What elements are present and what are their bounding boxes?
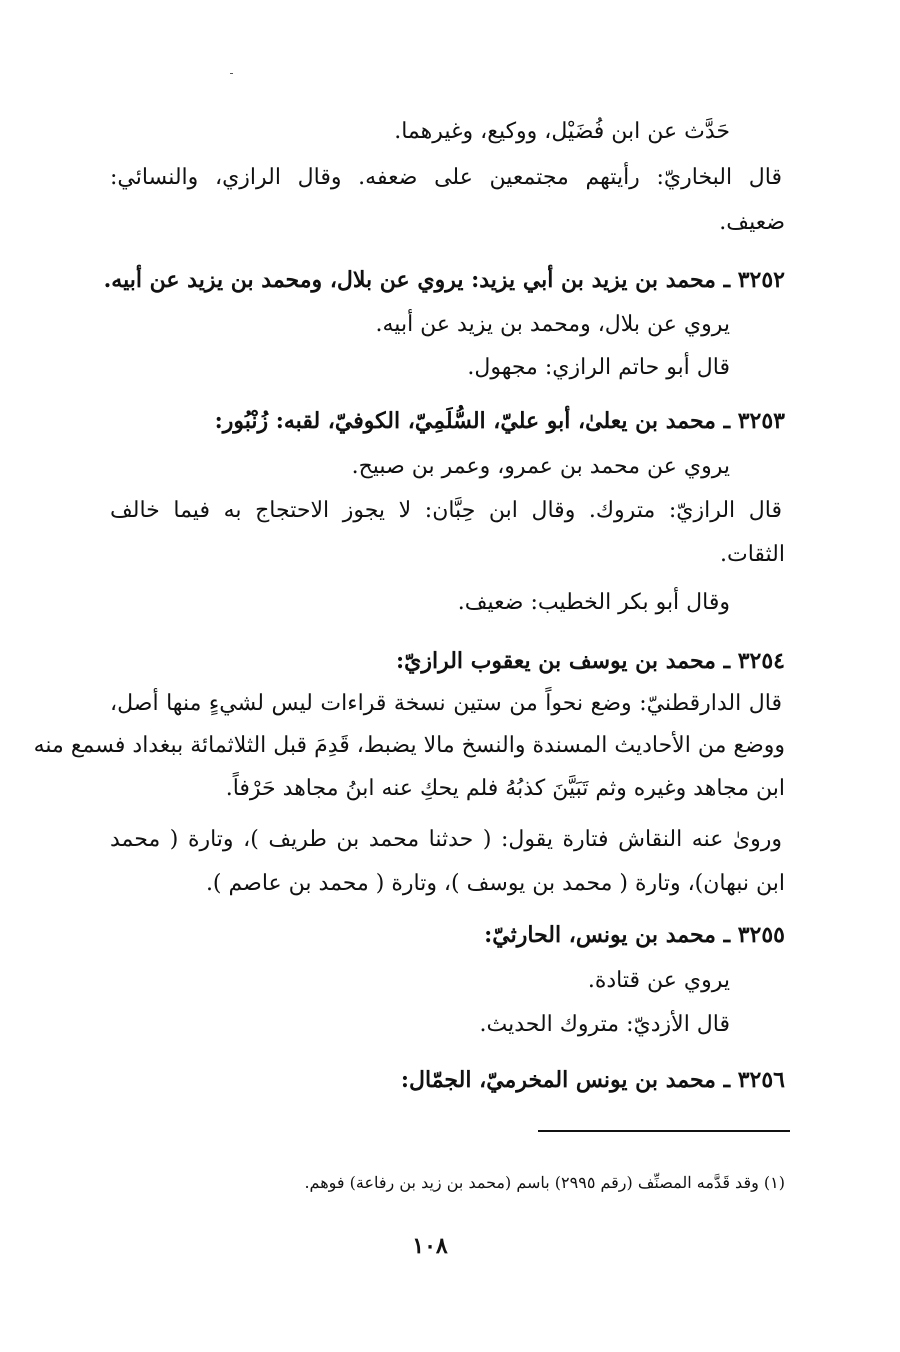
text-line: يروي عن محمد بن عمرو، وعمر بن صبيح. <box>351 454 730 479</box>
entry-heading-3255: ٣٢٥٥ ـ محمد بن يونس، الحارثيّ: <box>484 922 785 948</box>
text-line: ابن نبهان)، وتارة ( محمد بن يوسف )، وتارة ( محمد بن عاصم ). <box>205 871 785 896</box>
text-line: الثقات. <box>720 542 785 567</box>
text-line: حَدَّث عن ابن فُضَيْل، ووكيع، وغيرهما. <box>394 119 730 144</box>
entry-heading-3252: ٣٢٥٢ ـ محمد بن يزيد بن أبي يزيد: يروي عن بلال، ومحمد بن يزيد عن أبيه. <box>103 267 785 293</box>
text-line: قال أبو حاتم الرازي: مجهول. <box>467 355 730 380</box>
text-line: ابن مجاهد وغيره وثم تَبَيَّنَ كذبُهُ فلم يحكِ عنه ابنُ مجاهد حَرْفاً. <box>225 776 785 801</box>
page-number: ١٠٨ <box>412 1233 448 1259</box>
text-line: قال الدارقطنيّ: وضع نحواً من ستين نسخة قراءات ليس لشيءٍ منها أصل، <box>110 691 782 716</box>
text-line: يروي عن قتادة. <box>587 968 730 993</box>
footnote-divider <box>538 1130 790 1132</box>
footnote: (١) وقد قَدَّمه المصنِّف (رقم ٢٩٩٥) باسم (محمد بن زيد بن رفاعة) فوهم. <box>304 1173 785 1192</box>
text-line: قال الرازيّ: متروك. وقال ابن حِبَّان: لا يجوز الاحتجاج به فيما خالف <box>110 498 782 523</box>
text-line: يروي عن بلال، ومحمد بن يزيد عن أبيه. <box>375 312 730 337</box>
text-line: قال الأزديّ: متروك الحديث. <box>479 1012 730 1037</box>
entry-heading-3254: ٣٢٥٤ ـ محمد بن يوسف بن يعقوب الرازيّ: <box>396 648 785 674</box>
text-line: ووضع من الأحاديث المسندة والنسخ مالا يضبط، قَدِمَ قبل الثلاثمائة ببغداد فسمع منه <box>33 733 785 758</box>
text-line: وروىٰ عنه النقاش فتارة يقول: ( حدثنا محمد بن طريف )، وتارة ( محمد <box>110 827 782 852</box>
entry-heading-3256: ٣٢٥٦ ـ محمد بن يونس المخرميّ، الجمّال: <box>400 1067 785 1093</box>
text-line: وقال أبو بكر الخطيب: ضعيف. <box>457 590 730 615</box>
text-line: ضعيف. <box>719 210 785 235</box>
scan-speck <box>230 73 233 74</box>
entry-heading-3253: ٣٢٥٣ ـ محمد بن يعلىٰ، أبو عليّ، السُّلَمِيّ، الكوفيّ، لقبه: زُنْبُور: <box>214 408 785 434</box>
text-line: قال البخاريّ: رأيتهم مجتمعين على ضعفه. وقال الرازي، والنسائي: <box>110 165 782 190</box>
